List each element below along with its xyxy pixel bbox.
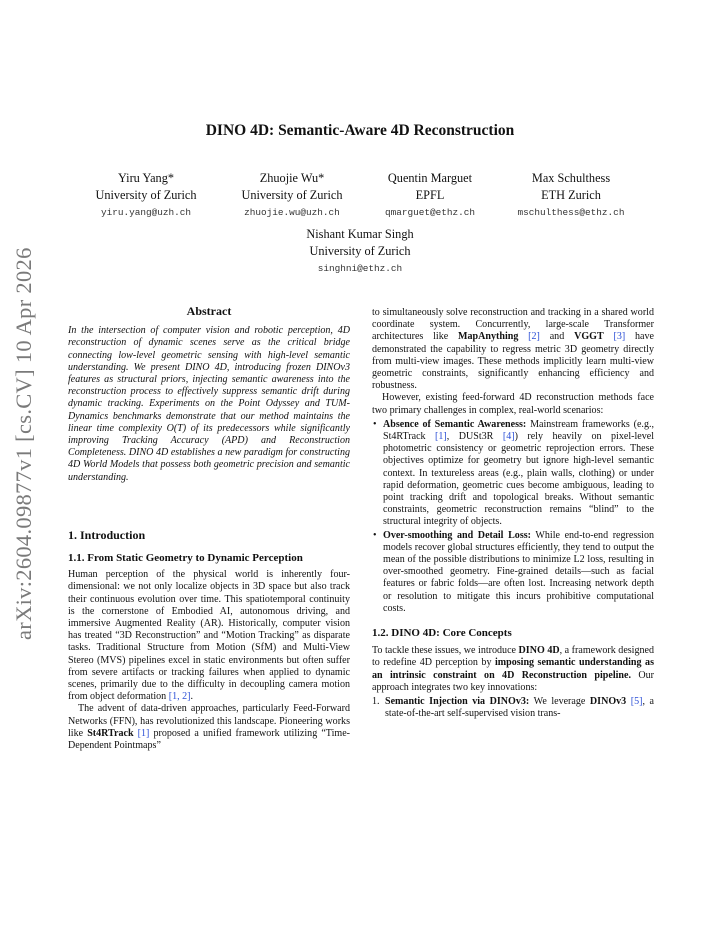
list-item: • Absence of Semantic Awareness: Mainstream frameworks (e.g., St4RTrack [1], DUSt3R [4]) rely heavily on pixel-level photometric consistency or geometric reprojection errors. These objectives optimize for geometry but ignore high-level semantic context. In textureless areas (e.g., plain walls, clothing) or under rapid deformation, geometric cues become ambiguous, leading to point tracking drift and topological breaks. Without semantic constraints, geometric reconstruction remains “blind” to the structural integrity of objects. xyxy=(372,419,654,529)
author-email: zhuojie.wu@uzh.ch xyxy=(244,207,340,218)
author-affiliation: University of Zurich xyxy=(241,188,343,202)
author-name: Yiru Yang* xyxy=(117,171,175,185)
author-block xyxy=(350,170,510,221)
abstract-heading: Abstract xyxy=(186,304,232,318)
author-affiliation: EPFL xyxy=(415,188,445,202)
author-block xyxy=(212,170,372,221)
subsection-heading: 1.2. DINO 4D: Core Concepts xyxy=(372,627,512,640)
list-item: 1. Semantic Injection via DINOv3: We leverage DINOv3 [5], a state-of-the-art self-supervised vision trans- xyxy=(372,696,655,720)
abstract-text: In the intersection of computer vision and robotic perception, 4D reconstruction of dynamic scenes serve as the critical bridge connecting low-level geometric sensing with high-level semantic understanding. We present DINO 4D, introducing frozen DINOv3 features as structural priors, injecting semantic awareness into the reconstruction process to effectively suppress semantic drift during dynamic tracking. Experiments on the Point Odyssey and TUM-Dynamics benchmarks demonstrate that our method maintains the linear time complexity O(T) of its predecessors while significantly improving Tracking Accuracy (APD) and Reconstruction Completeness. DINO 4D establishes a new paradigm for constructing 4D World Models that possess both geometric precision and semantic understanding. xyxy=(68,325,350,483)
author-name: Max Schulthess xyxy=(531,171,611,185)
author-name: Nishant Kumar Singh xyxy=(306,227,414,241)
author-block xyxy=(280,226,440,277)
innovation-list xyxy=(372,696,654,720)
citation-link[interactable]: [1, 2] xyxy=(168,691,191,703)
paragraph: However, existing feed-forward 4D reconstruction methods face two primary challenges in complex, real-world scenarios: xyxy=(372,392,654,416)
author-affiliation: ETH Zurich xyxy=(541,188,601,202)
citation-link[interactable]: [2] xyxy=(528,331,540,343)
paragraph: to simultaneously solve reconstruction and tracking in a shared world coordinate system. Concurrently, large-scale Transformer architectures like MapAnything [2] and VGGT [3] have demonstrated the capability to regress metric 3D geometry directly from multi-view images. These methods implicitly learn multi-view geometric constraints, significantly enhancing efficiency and robustness. xyxy=(372,307,654,392)
section-heading: 1. Introduction xyxy=(68,527,146,542)
right-column xyxy=(372,307,654,721)
citation-link[interactable]: [5] xyxy=(630,696,643,708)
author-email: singhni@ethz.ch xyxy=(317,263,403,274)
paragraph: To tackle these issues, we introduce DINO 4D, a framework designed to redefine 4D perception by imposing semantic understanding as an intrinsic constraint on 4D Reconstruction pipeline. Our approach integrates two key innovations: xyxy=(372,645,655,693)
author-name: Quentin Marguet xyxy=(387,171,473,185)
paragraph: Human perception of the physical world is inherently four-dimensional: we not only localize objects in 3D space but also track their continuous evolution over time. This spatiotemporal continuity is the cornerstone of Embodied AI, autonomous driving, and immersive Augmented Reality (AR). Historically, computer vision has treated “3D Reconstruction” and “Motion Tracking” as disparate tasks. Traditional Structure from Motion (SfM) and Multi-View Stereo (MVS) pipelines excel in static environments but often suffer from severe artifacts or tracking failures when applied to dynamic scenes, primarily due to the difficulty in decoupling camera motion from object deformation [1, 2]. xyxy=(68,569,350,703)
citation-link[interactable]: [4] xyxy=(502,431,515,443)
citation-link[interactable]: [1] xyxy=(435,431,447,443)
author-block xyxy=(491,170,651,221)
paragraph: The advent of data-driven approaches, particularly Feed-Forward Networks (FFN), has revolutionized this landscape. Pioneering works like St4RTrack [1] proposed a unified framework utilizing “Time-Dependent Pointmaps” xyxy=(68,703,350,752)
author-email: mschulthess@ethz.ch xyxy=(517,207,625,218)
author-affiliation: University of Zurich xyxy=(95,188,197,202)
challenge-list xyxy=(372,419,654,615)
citation-link[interactable]: [1] xyxy=(137,727,150,739)
left-column xyxy=(68,305,350,752)
citation-link[interactable]: [3] xyxy=(613,331,626,343)
subsection-heading: 1.1. From Static Geometry to Dynamic Perception xyxy=(68,552,303,565)
author-block xyxy=(66,170,226,221)
author-email: qmarguet@ethz.ch xyxy=(384,207,475,218)
author-affiliation: University of Zurich xyxy=(309,244,411,258)
author-name: Zhuojie Wu* xyxy=(259,171,325,185)
list-item: • Over-smoothing and Detail Loss: While end-to-end regression models recover global structures efficiently, they tend to output the mean of the possible distributions to minimize L2 loss, resulting in over-smoothed geometry. Fine-grained details—such as facial features or fabric folds—are often lost. Increasing network depth or resolution to mitigate this incurs prohibitive computational costs. xyxy=(372,530,654,615)
author-email: yiru.yang@uzh.ch xyxy=(100,207,191,218)
paper-title: DINO 4D: Semantic-Aware 4D Reconstruction xyxy=(205,122,515,139)
arxiv-identifier: arXiv:2604.09877v1 [cs.CV] 10 Apr 2026 xyxy=(11,247,36,640)
